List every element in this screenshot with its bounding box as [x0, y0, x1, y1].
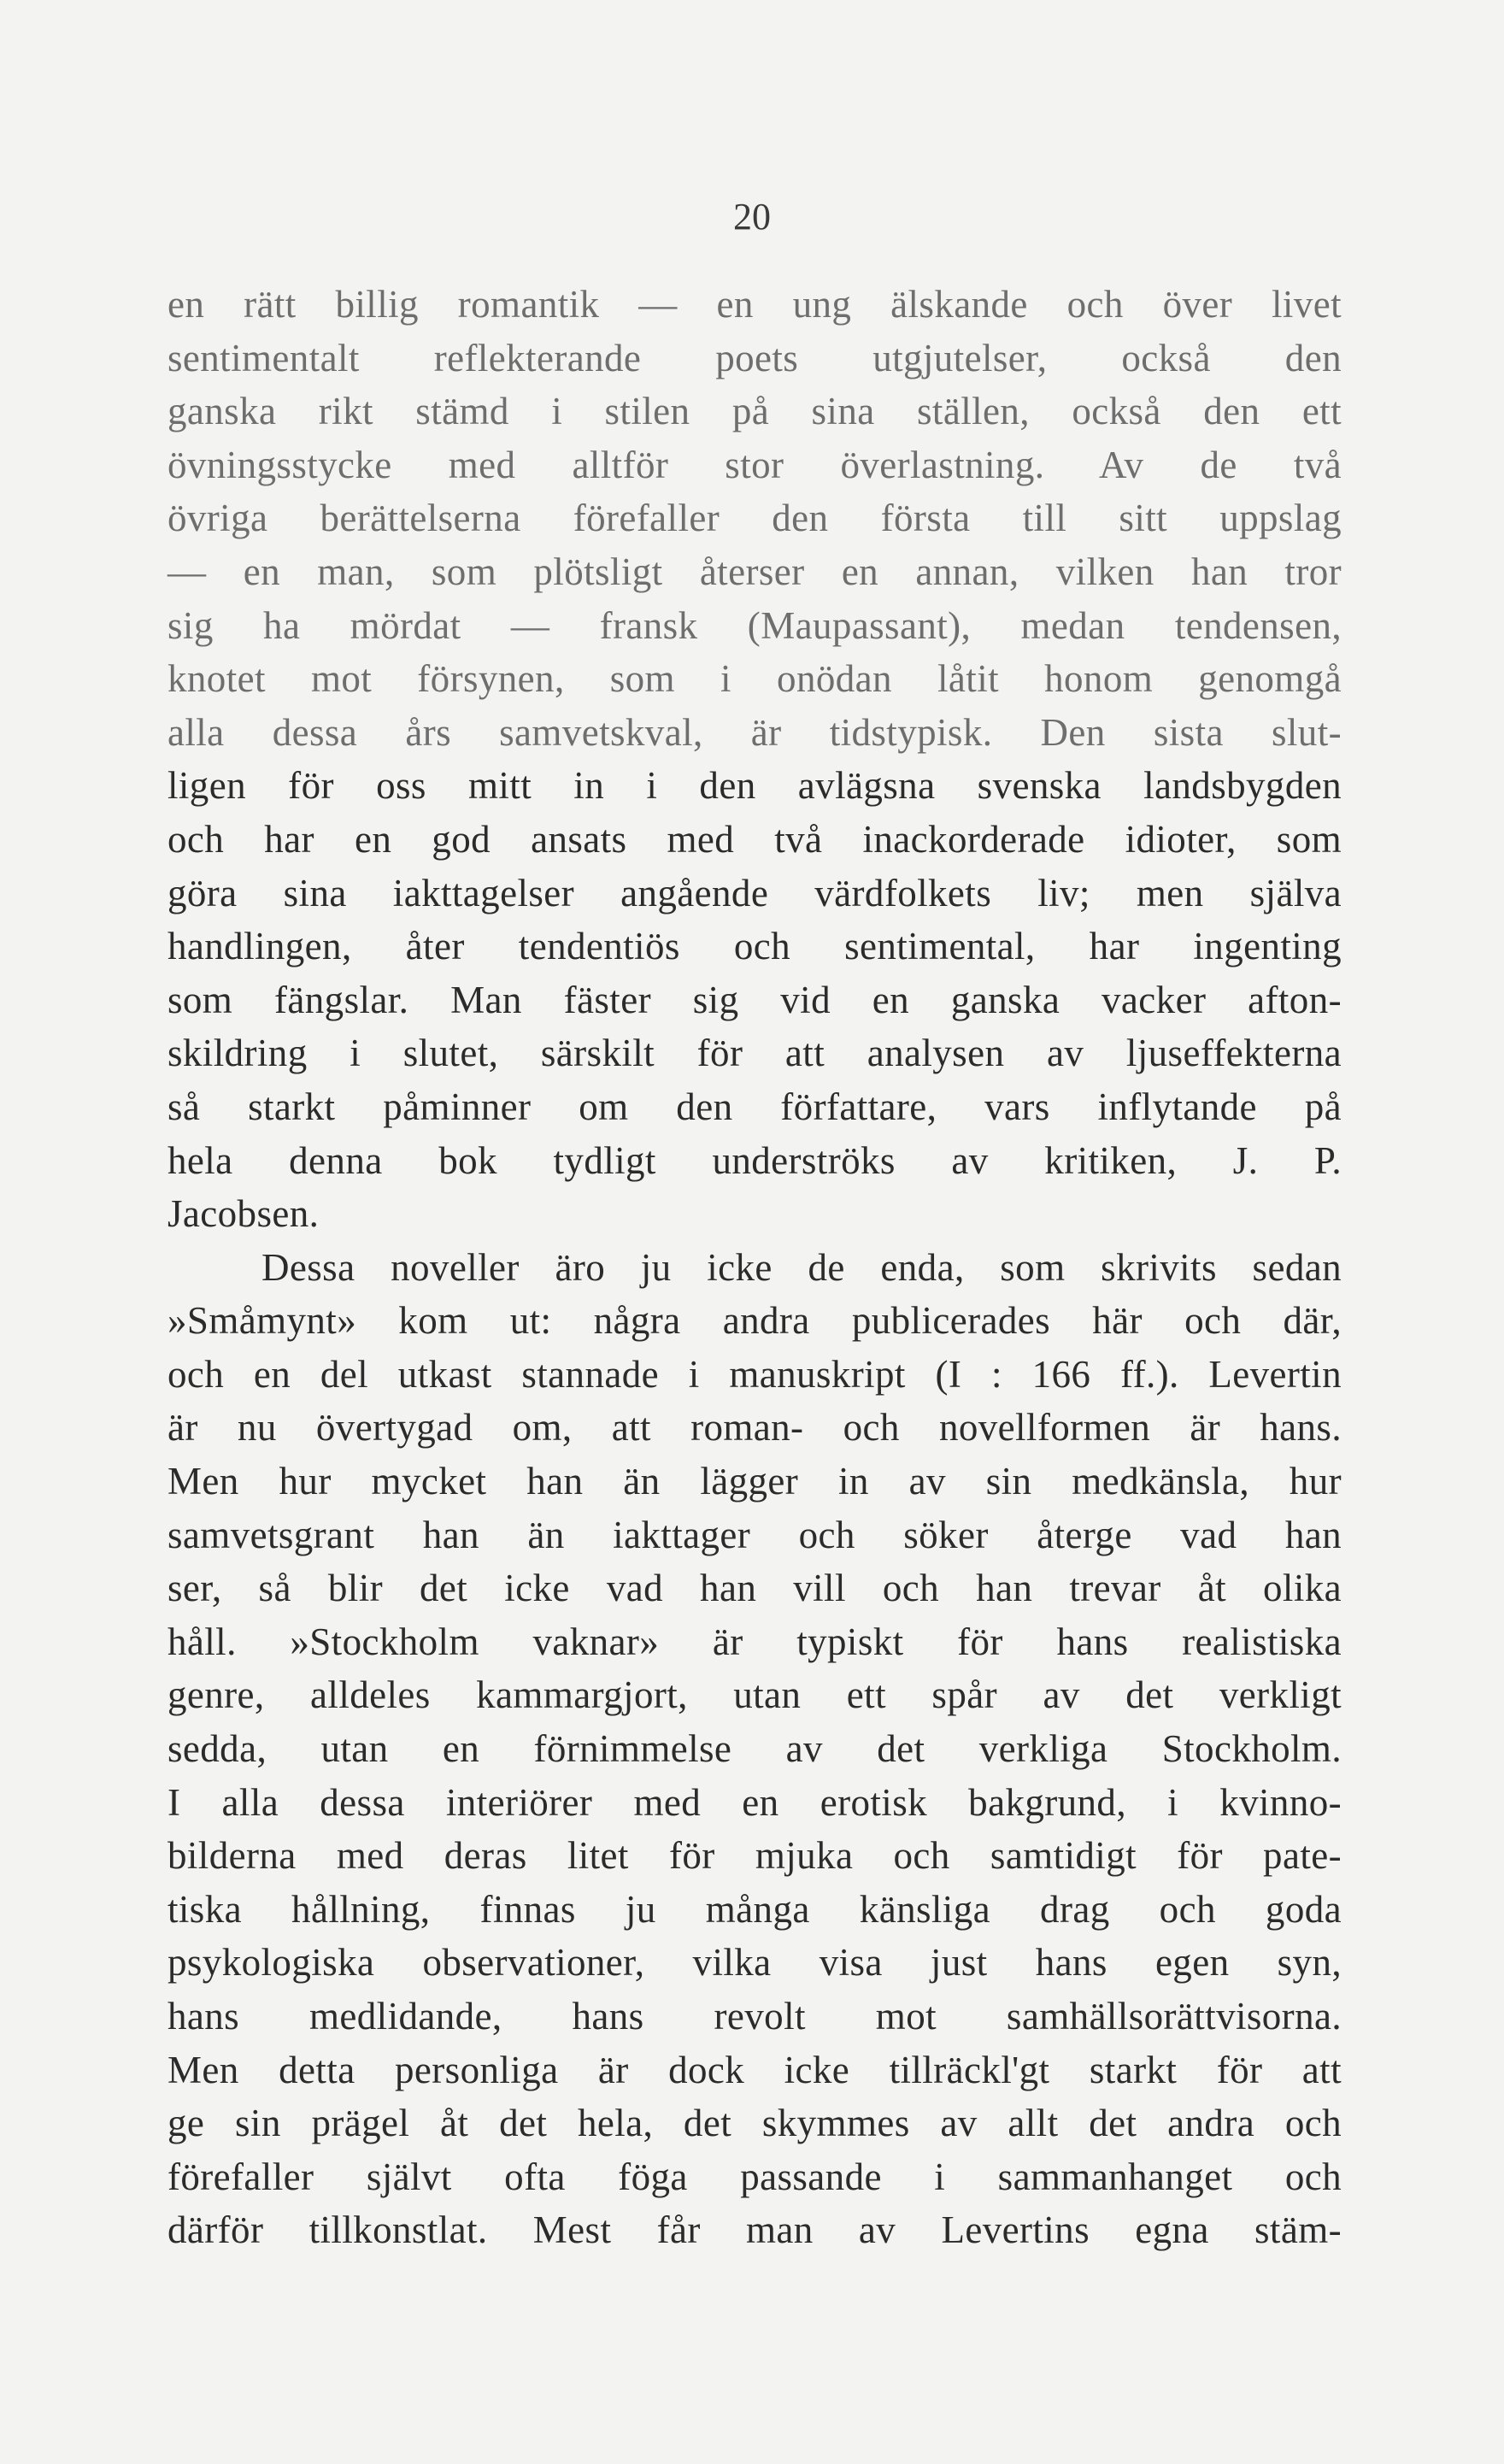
- text-line: psykologiska observationer, vilka visa just hans egen syn,: [167, 1941, 1342, 1985]
- text-line: samvetsgrant han än iakttager och söker återge vad han: [167, 1513, 1342, 1556]
- text-line: Men hur mycket han än lägger in av sin medkänsla, hur: [167, 1460, 1342, 1503]
- text-line: ge sin prägel åt det hela, det skymmes av allt det andra och: [167, 2102, 1342, 2145]
- text-line: och en del utkast stannade i manuskript (I : 166 ff.). Levertin: [167, 1352, 1342, 1396]
- text-line: göra sina iakttagelser angående värdfolkets liv; men själva: [167, 871, 1342, 914]
- text-line: genre, alldeles kammargjort, utan ett spår av det verkligt: [167, 1673, 1342, 1717]
- text-line: är nu övertygad om, att roman- och novellformen är hans.: [167, 1406, 1342, 1450]
- text-line: — en man, som plötsligt återser en annan, vilken han tror: [167, 550, 1342, 593]
- text-line: bilderna med deras litet för mjuka och samtidigt för pate-: [167, 1834, 1342, 1878]
- text-line: sedda, utan en förnimmelse av det verkliga Stockholm.: [167, 1727, 1342, 1771]
- text-line: handlingen, åter tendentiös och sentimental, har ingenting: [167, 925, 1342, 968]
- text-line: sentimentalt reflekterande poets utgjutelser, också den: [167, 336, 1342, 379]
- text-line: därför tillkonstlat. Mest får man av Levertins egna stäm-: [167, 2208, 1342, 2252]
- text-line: hans medlidande, hans revolt mot samhällsorättvisorna.: [167, 1995, 1342, 2038]
- text-line: så starkt påminner om den författare, vars inflytande på: [167, 1085, 1342, 1128]
- text-line: sig ha mördat — fransk (Maupassant), medan tendensen,: [167, 603, 1342, 647]
- text-line: håll. »Stockholm vaknar» är typiskt för hans realistiska: [167, 1620, 1342, 1663]
- text-line: övningsstycke med alltför stor överlastning. Av de två: [167, 443, 1342, 486]
- body-text: [167, 278, 1342, 2257]
- text-line: alla dessa års samvetskval, är tidstypisk. Den sista slut-: [167, 710, 1342, 754]
- text-line: en rätt billig romantik — en ung älskande och över livet: [167, 283, 1342, 326]
- text-line: förefaller självt ofta föga passande i sammanhanget och: [167, 2155, 1342, 2198]
- text-line: »Småmynt» kom ut: några andra publicerades här och där,: [167, 1299, 1342, 1343]
- text-line: Dessa noveller äro ju icke de enda, som skrivits sedan: [261, 1245, 1342, 1289]
- text-line: I alla dessa interiörer med en erotisk bakgrund, i kvinno-: [167, 1780, 1342, 1824]
- text-line: som fängslar. Man fäster sig vid en ganska vacker afton-: [167, 978, 1342, 1021]
- text-line: Men detta personliga är dock icke tillräckl'gt starkt för att: [167, 2048, 1342, 2091]
- text-line: hela denna bok tydligt underströks av kritiken, J. P.: [167, 1138, 1342, 1182]
- page-number: 20: [733, 196, 771, 238]
- text-line: övriga berättelserna förefaller den första till sitt uppslag: [167, 497, 1342, 540]
- text-line: Jacobsen.: [167, 1192, 320, 1236]
- text-line: tiska hållning, finnas ju många känsliga drag och goda: [167, 1887, 1342, 1931]
- text-line: ser, så blir det icke vad han vill och han trevar åt olika: [167, 1567, 1342, 1610]
- text-line: knotet mot försynen, som i onödan låtit honom genomgå: [167, 657, 1342, 701]
- text-line: ganska rikt stämd i stilen på sina ställen, också den ett: [167, 390, 1342, 433]
- text-line: och har en god ansats med två inackorderade idioter, som: [167, 817, 1342, 861]
- text-line: ligen för oss mitt in i den avlägsna svenska landsbygden: [167, 764, 1342, 808]
- text-line: skildring i slutet, särskilt för att analysen av ljuseffekterna: [167, 1032, 1342, 1075]
